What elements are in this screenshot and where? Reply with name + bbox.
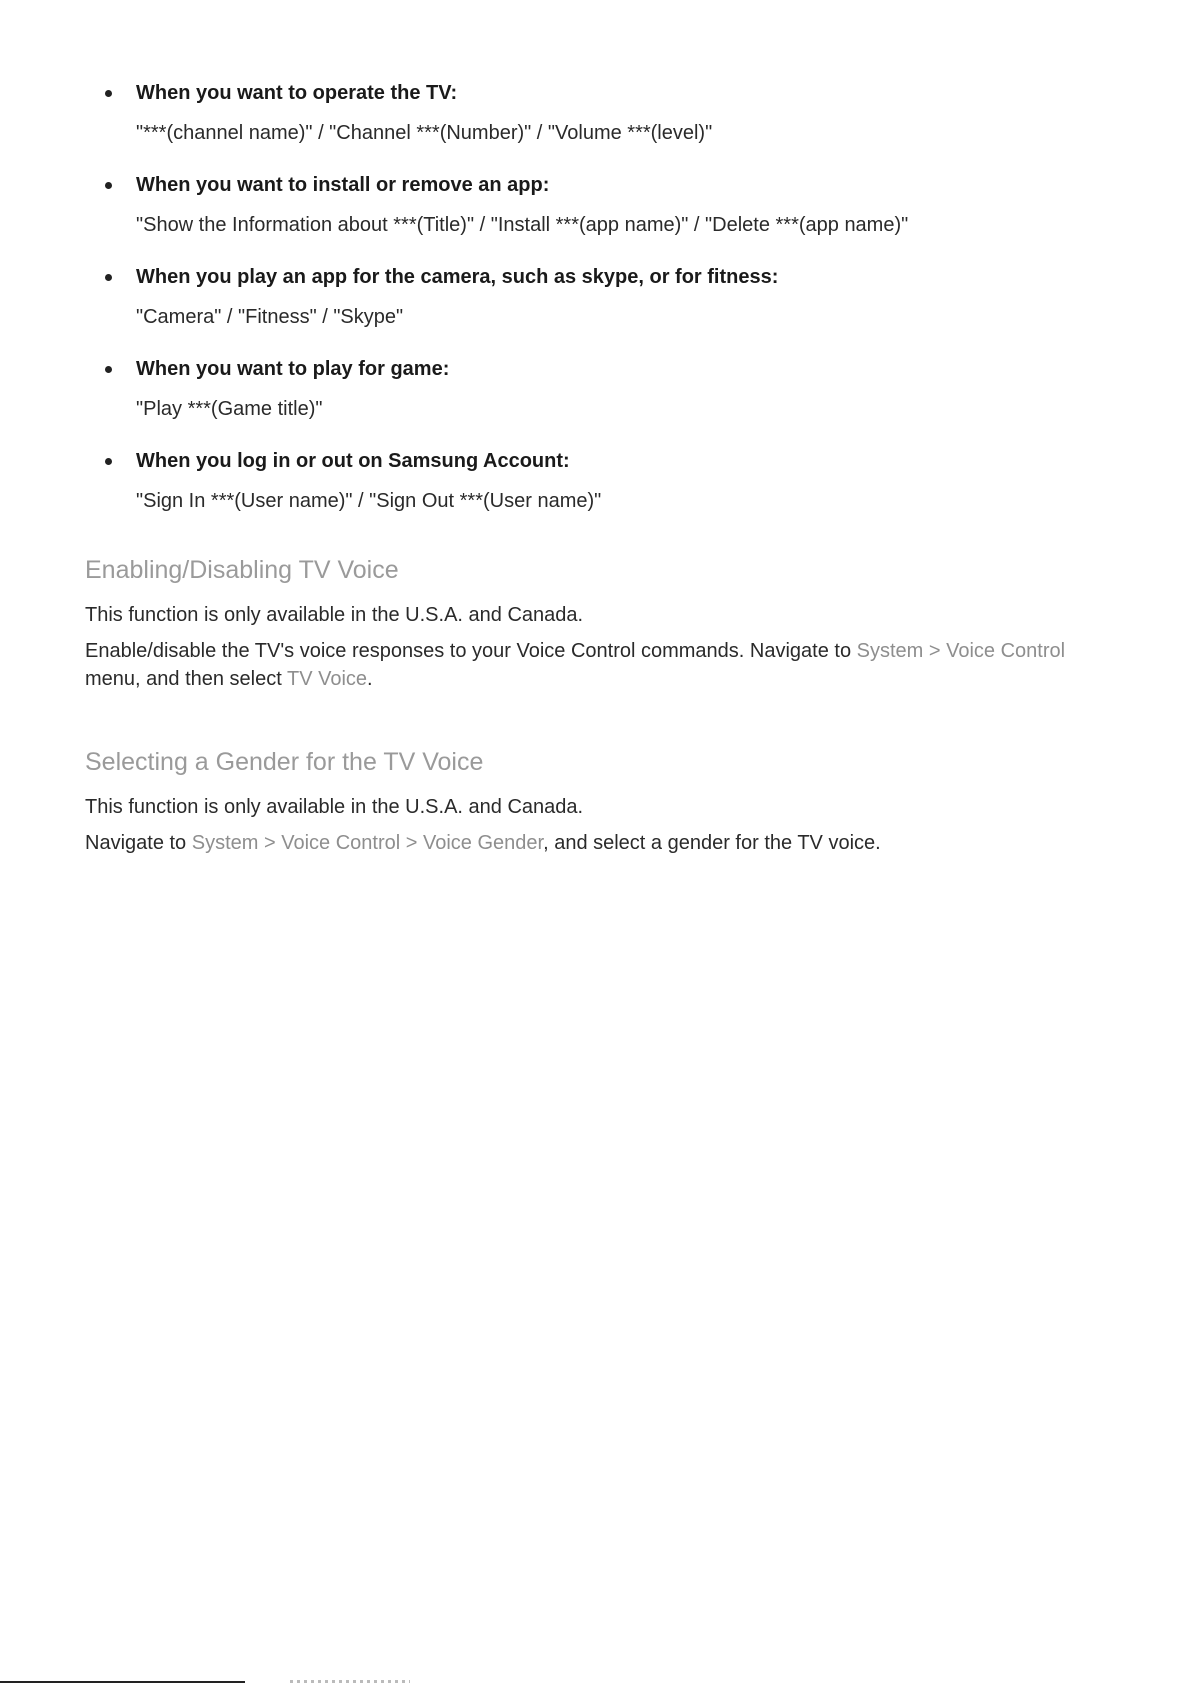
section-enable-tv-voice xyxy=(85,553,1125,701)
section-title: Selecting a Gender for the TV Voice xyxy=(85,748,484,776)
menu-separator: > xyxy=(923,640,947,662)
list-item-example: "Sign In ***(User name)" / "Sign Out ***(User name)" xyxy=(136,490,602,512)
list-item-heading: When you want to operate the TV: xyxy=(136,82,458,104)
section-title: Enabling/Disabling TV Voice xyxy=(85,556,399,584)
description-text: Enable/disable the TV's voice responses to your Voice Control commands. Navigate to xyxy=(85,640,857,662)
menu-ref-system: System xyxy=(856,640,924,662)
voice-command-list xyxy=(100,78,1100,538)
description-text: . xyxy=(367,668,373,690)
menu-ref-system: System xyxy=(191,832,259,854)
availability-note: This function is only available in the U.S.A. and Canada. xyxy=(85,796,584,818)
section-description xyxy=(85,637,1125,693)
menu-ref-voice-control: Voice Control xyxy=(281,832,401,854)
list-item xyxy=(100,446,1100,516)
list-item-heading: When you log in or out on Samsung Account: xyxy=(136,450,570,472)
section-voice-gender xyxy=(85,745,1125,865)
bullet-icon xyxy=(105,274,112,281)
list-item-heading: When you want to install or remove an app: xyxy=(136,174,550,196)
description-text: , and select a gender for the TV voice. xyxy=(543,832,881,854)
list-item xyxy=(100,262,1100,332)
bullet-icon xyxy=(105,366,112,373)
bullet-icon xyxy=(105,458,112,465)
list-item xyxy=(100,78,1100,148)
list-item-example: "***(channel name)" / "Channel ***(Number)" / "Volume ***(level)" xyxy=(136,122,713,144)
availability-note: This function is only available in the U.S.A. and Canada. xyxy=(85,604,584,626)
list-item xyxy=(100,354,1100,424)
menu-ref-voice-control: Voice Control xyxy=(946,640,1066,662)
menu-separator: > xyxy=(400,832,423,854)
list-item-example: "Camera" / "Fitness" / "Skype" xyxy=(136,306,404,328)
menu-separator: > xyxy=(258,832,282,854)
list-item-heading: When you play an app for the camera, such as skype, or for fitness: xyxy=(136,266,779,288)
description-text: Navigate to xyxy=(85,832,192,854)
section-description xyxy=(85,829,1125,857)
description-text: menu, and then select xyxy=(85,668,287,690)
list-item xyxy=(100,170,1100,240)
bullet-icon xyxy=(105,182,112,189)
menu-ref-tv-voice: TV Voice xyxy=(287,668,368,690)
list-item-heading: When you want to play for game: xyxy=(136,358,450,380)
list-item-example: "Play ***(Game title)" xyxy=(136,398,323,420)
list-item-example: "Show the Information about ***(Title)" / "Install ***(app name)" / "Delete ***(app name)" xyxy=(136,214,909,236)
bullet-icon xyxy=(105,90,112,97)
menu-ref-voice-gender: Voice Gender xyxy=(422,832,544,854)
